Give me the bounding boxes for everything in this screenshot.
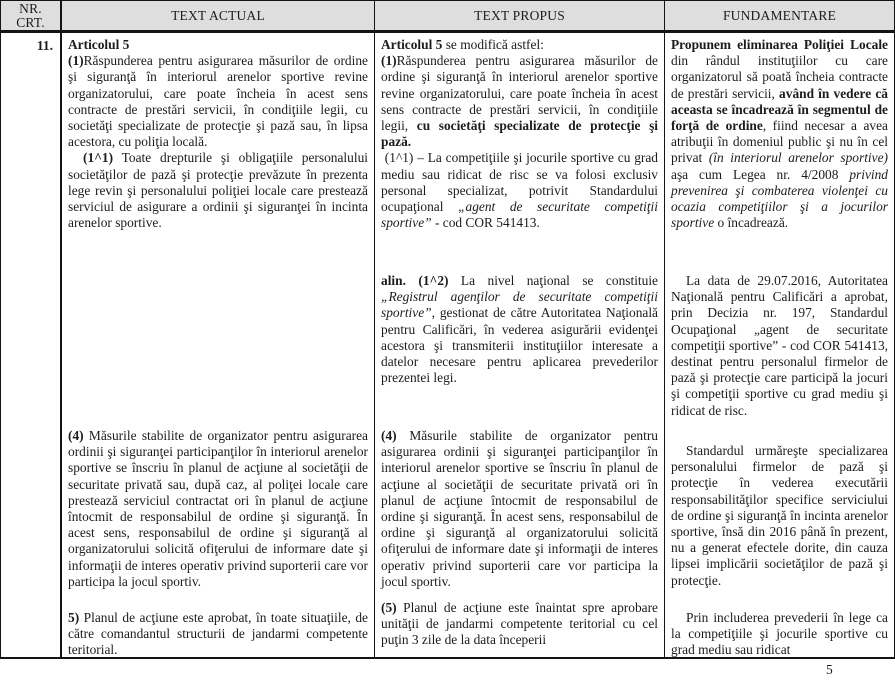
header-cell-text-actual	[62, 1, 375, 30]
propus-block-3	[381, 428, 658, 590]
page-number: 5	[826, 662, 833, 677]
propus-title	[381, 37, 658, 53]
actual-block-1	[68, 37, 368, 231]
text-run: Articolul 5	[68, 37, 130, 52]
text-run: (4)	[381, 428, 397, 443]
header-nr-line1: NR.	[19, 0, 42, 16]
actual-paragraph-5	[68, 610, 368, 657]
header-text-actual-label: TEXT ACTUAL	[171, 7, 265, 23]
header-cell-fundamentare	[665, 1, 895, 30]
text-run: Răspunderea pentru asigurarea măsurilor de ordine şi siguranţă în interiorul arenelor sportive revine organizatorului, care poate încheia în acest sens contracte de prestări servicii, în condiţiile legii,	[381, 53, 658, 134]
text-run: Măsurile stabilite de organizator pentru asigurarea ordinii şi siguranţei participanţilor în interiorul arenelor sportive se înscriu în planul de acţiune al societăţii de securitate privată ori în planul de acţiune întocmit de responsabilul de ordine şi siguranţă. În acest sens, responsabilul de ordine şi siguranţă al organizatorului solicită ofiţerului de informare date şi informaţii de interes operativ privind suporterii care vor participa la jocul sportiv.	[381, 428, 658, 589]
actual-block-3	[68, 610, 368, 657]
text-run: având în vedere că aceasta se încadrează în segmentul de forţă de ordine	[671, 85, 888, 134]
text-run: Răspunderea pentru asigurarea măsurilor de ordine şi siguranţă în interiorul arenelor sportive revine organizatorului, care poate încheia în acest sens contracte de prestări servicii, în condiţiile legii, cu societăţi specializate de protecţie şi pază sau, în lipsa acestora, cu poliţia locală.	[68, 53, 368, 150]
text-run: (1)	[68, 53, 84, 69]
row-number: 11.	[36, 38, 53, 53]
fundamentare-paragraph-3: Standardul urmăreşte specializarea personalului firmelor de pază şi protecţie în vederea executării responsabilităţilor specifice serviciului de ordine şi siguranţă în incinta arenelor sportive, însă din 2016 până în prezent, nu a generat efectele dorite, din cauza lipsei implicării societăţilor de pază şi protecţie.	[671, 443, 888, 588]
text-run: din rândul instituţiilor cu care organizatorul să poată încheia contracte de prestări servicii,	[671, 53, 888, 101]
text-run: - cod COR 541413.	[431, 215, 540, 231]
text-run: (1)	[381, 53, 397, 69]
text-run: , fiind necesar a avea atribuţii în domeniul public şi nu în cel privat	[671, 118, 888, 166]
text-run: , gestionat de către Autoritatea Naţională pentru Calificări, în vederea asigurării evidenţei acestora şi transmiterii instituţiilor interesate a datelor necesare pentru aplicarea prevederilor prezentei legi.	[381, 305, 658, 386]
fundamentare-block-4	[671, 610, 888, 657]
text-run: „Registrul agenţilor de securitate competiţii sportive”	[381, 289, 658, 321]
fundamentare-block-2	[671, 273, 888, 419]
table-header-row	[0, 0, 895, 33]
text-run: (5)	[381, 600, 397, 615]
propus-paragraph-4	[381, 428, 658, 590]
text-run: aşa cum Legea nr. 4/2008	[671, 166, 850, 182]
fundamentare-block-1	[671, 37, 888, 231]
text-run: La nivel naţional se constituie	[448, 273, 658, 288]
propus-block-4	[381, 600, 658, 649]
text-run: (1^1) – La competiţiile şi jocurile sportive cu grad mediu sau ridicat de risc se va folosi exclusiv personal specializat, potrivit Standardului ocupaţional	[381, 150, 658, 215]
propus-paragraph-1-2	[381, 273, 658, 386]
text-run: Toate drepturile şi obligaţiile personalului societăţilor de pază şi protecţie prevăzute în prezenta lege revin şi personalului poliţiei locale care prestează serviciul de asigurare a ordinii şi siguranţei în incinta arenelor sportive.	[68, 150, 368, 231]
actual-paragraph-1-1	[68, 150, 368, 231]
cell-text-propus	[375, 33, 665, 657]
actual-paragraph-1	[68, 53, 368, 150]
text-run: Articolul 5	[381, 37, 443, 52]
text-run: (4)	[68, 428, 84, 443]
header-fundamentare-label: FUNDAMENTARE	[722, 7, 837, 23]
table-row-11	[0, 33, 895, 659]
text-run: (1^1)	[83, 150, 114, 166]
propus-block-2	[381, 273, 658, 386]
text-run: o încadrează.	[714, 215, 789, 231]
text-run: Măsurile stabilite de organizator pentru asigurarea ordinii şi siguranţei participanţilor în interiorul arenelor sportive se înscriu în planul de acţiune al societăţii de securitate privată sau, după caz, al poliţei locale care prestează serviciul contractat ori în planul de acţiune întocmit de responsabilul de ordine şi siguranţă. În acest sens, responsabilul de ordine şi siguranţă al organizatorului solicită ofiţerului de informare date şi informaţii de interes operativ privind suporterii care vor participa la jocul sportiv.	[68, 428, 368, 589]
text-run: se modifică astfel:	[442, 37, 544, 52]
propus-paragraph-1-1	[381, 150, 658, 231]
propus-paragraph-1	[381, 53, 658, 150]
text-run: „agent de securitate competiţii sportive”	[381, 199, 658, 231]
fundamentare-paragraph-1	[671, 37, 888, 231]
text-run: Propunem eliminarea Poliţiei Locale	[671, 37, 888, 52]
fundamentare-paragraph-2: La data de 29.07.2016, Autoritatea Naţională pentru Calificări a aprobat, prin Decizia nr. 197, Standardul Ocupaţional „agent de securitate competiţii sportive” - cod COR 541413, destinat pentru personalul firmelor de pază şi protecţie care participă la jocuri şi competiţii sportive cu grad mediu şi ridicat de risc.	[671, 273, 888, 418]
cell-text-actual	[62, 33, 375, 657]
text-run: Planul de acţiune este înaintat spre aprobare unităţii de jandarmi competente teritorial cu cel puţin 3 zile de la data începerii	[381, 600, 658, 648]
text-run: Planul de acţiune este aprobat, în toate situaţiile, de către comandantul structurii de jandarmi competente teritorial.	[68, 610, 368, 657]
text-run: cu societăţi specializate de protecţie şi pază.	[381, 118, 659, 150]
header-cell-nr-crt	[0, 1, 62, 30]
header-cell-text-propus	[375, 1, 665, 30]
propus-paragraph-5	[381, 600, 658, 649]
actual-title	[68, 37, 368, 53]
header-text-propus-label: TEXT PROPUS	[474, 7, 565, 23]
text-run: privind prevenirea şi combaterea violenţei cu ocazia competiţiilor şi a jocurilor sportive	[671, 166, 888, 231]
cell-fundamentare	[665, 33, 895, 657]
header-nr-line2: CRT.	[16, 14, 45, 30]
actual-block-2	[68, 428, 368, 590]
text-run: (în interiorul arenelor sportive)	[708, 150, 888, 166]
text-run: alin. (1^2)	[381, 273, 449, 288]
fundamentare-block-3	[671, 443, 888, 589]
actual-paragraph-4	[68, 428, 368, 590]
fundamentare-paragraph-4: Prin includerea prevederii în lege ca la competiţiile şi jocurile sportive cu grad mediu sau ridicat	[671, 610, 888, 657]
text-run: 5)	[68, 610, 80, 625]
cell-row-number	[0, 33, 62, 657]
propus-block-1	[381, 37, 658, 231]
